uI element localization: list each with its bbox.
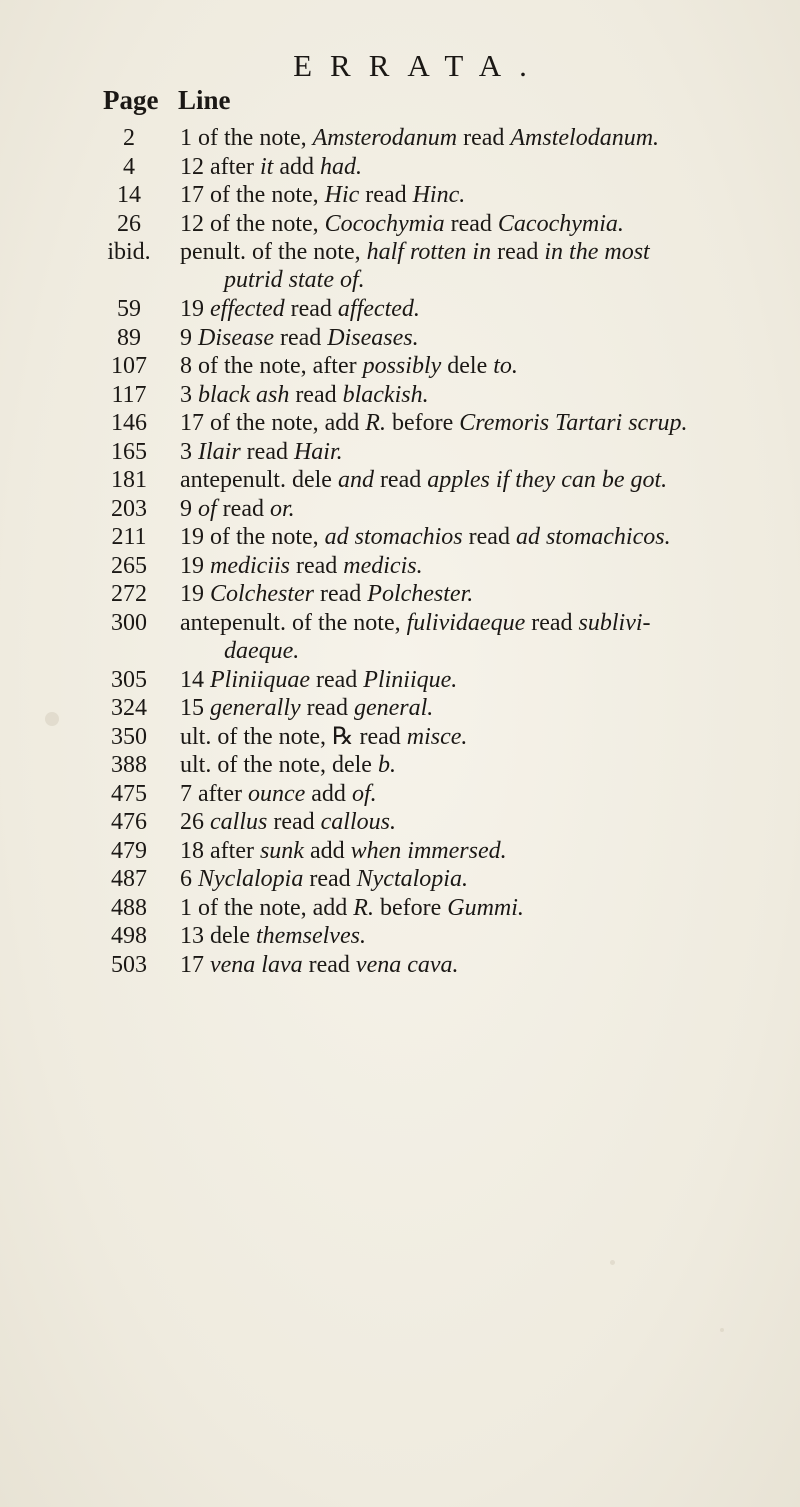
entry-text: 1 of the note, [180,125,313,151]
correction-entry [180,865,780,893]
entry-continuation [180,637,780,665]
errata-row [0,409,800,438]
page-number: 89 [117,324,141,351]
page-number: 146 [111,410,147,436]
italic-word: themselves. [255,923,366,949]
italic-word: putrid state of. [224,267,365,293]
page-number: 305 [111,666,147,693]
italic-word: affected. [337,296,420,322]
correction-entry [180,609,780,665]
entry-text: 12 after [180,153,260,180]
italic-word: Polchester. [367,581,474,607]
errata-row [0,181,800,210]
page-number: 117 [111,381,147,408]
italic-word: Amstelodanum. [510,125,660,151]
italic-word: misce. [406,723,468,750]
italic-word: of. [351,780,377,807]
errata-row [0,808,800,837]
entry-text: read [216,495,270,522]
entry-text: read [302,951,356,978]
correction-entry [180,837,780,865]
errata-row [0,751,800,780]
italic-word: Cocochymia [324,210,445,237]
entry-text: before [373,894,448,921]
entry-text: read [267,809,321,835]
entry-text: 13 dele [180,923,256,949]
entry-continuation [180,266,780,294]
correction-entry [180,381,780,409]
entry-text: antepenult. of the note, [180,609,407,636]
correction-entry [180,181,780,209]
italic-word: generally [210,695,301,721]
italic-word: had. [319,153,362,180]
correction-entry [180,922,780,950]
entry-text: add [273,153,320,180]
correction-entry [180,552,780,580]
entry-text: antepenult. dele [180,467,338,493]
entry-text: add [305,780,352,807]
italic-word: Cremoris Tartari scrup. [459,410,688,436]
correction-entry [180,153,780,181]
italic-word: ad stomachicos. [515,524,671,550]
entry-text: read [373,467,428,493]
page-number: 26 [117,210,141,237]
italic-word: general. [353,695,434,721]
entry-text: add [303,837,351,864]
errata-row [0,780,800,809]
entry-text: ult. of the note, ℞ read [180,723,407,750]
italic-word: b. [377,752,396,778]
correction-entry [180,495,780,523]
entry-text: 7 after [180,780,248,807]
italic-word: ad stomachios [324,524,463,550]
entry-text: 19 [180,296,210,322]
correction-entry [180,295,780,323]
correction-entry [180,523,780,551]
italic-word: Cacochymia. [497,210,624,237]
entry-text: read [289,381,343,408]
italic-word: medicis. [343,552,423,579]
entry-text: read [309,666,364,693]
italic-word: it [259,153,274,180]
italic-word: Nyctalopia. [356,866,468,892]
errata-row [0,552,800,581]
page-number: 107 [111,353,147,379]
italic-word: Diseases. [327,324,419,351]
italic-word: sublivi- [578,609,651,636]
errata-row [0,865,800,894]
entry-text: 18 after [180,837,260,864]
entry-text: 12 of the note, [180,210,325,237]
italic-word: when immersed. [350,837,507,864]
correction-entry [180,666,780,694]
errata-row [0,894,800,923]
italic-word: Hinc. [412,182,466,208]
entry-text: read [289,552,344,579]
correction-entry [180,723,780,751]
italic-word: fulividaeque [406,609,526,636]
entry-text: 1 of the note, add [180,894,354,921]
entry-text: read [303,866,357,892]
page-number: 475 [111,780,147,807]
errata-list [0,124,800,979]
entry-text: 8 of the note, after [180,353,363,379]
page-number: 479 [111,837,147,864]
page-number: 503 [111,951,147,978]
italic-word: Hic [324,182,360,208]
correction-entry [180,751,780,779]
italic-word: apples if they can be got. [427,467,668,493]
errata-row [0,495,800,524]
entry-text: read [444,210,498,237]
italic-word: vena cava. [355,951,459,978]
entry-text: 17 of the note, add [180,410,366,436]
entry-text: read [313,581,368,607]
page-number: 4 [123,153,135,180]
italic-word: of [198,495,217,522]
italic-word: Disease [198,324,274,351]
entry-text: read [359,182,413,208]
errata-row [0,837,800,866]
entry-text: 19 of the note, [180,524,325,550]
correction-entry [180,352,780,380]
page-number: 181 [111,467,147,493]
page-number: 476 [111,809,147,835]
italic-word: Hair. [293,438,343,465]
errata-row [0,466,800,495]
correction-entry [180,808,780,836]
errata-row [0,124,800,153]
italic-word: or. [269,495,295,522]
italic-word: Colchester [210,581,314,607]
correction-entry [180,951,780,979]
correction-entry [180,409,780,437]
italic-word: callus [210,809,268,835]
correction-entry [180,894,780,922]
page-number: 498 [111,923,147,949]
errata-row [0,523,800,552]
entry-text: read [525,609,579,636]
page-number: 272 [111,581,147,607]
errata-row [0,381,800,410]
entry-text: read [462,524,516,550]
page-number: 350 [111,723,147,750]
entry-text: 9 [180,495,198,522]
entry-text: 19 [180,581,210,607]
errata-row [0,352,800,381]
correction-entry [180,580,780,608]
entry-text: 17 [180,951,210,978]
entry-text: ult. of the note, dele [180,752,378,778]
italic-word: sunk [259,837,304,864]
italic-word: half rotten in [366,239,492,265]
entry-text: read [300,695,354,721]
paper-speck [720,1328,724,1332]
errata-row [0,723,800,752]
italic-word: to. [493,353,518,379]
errata-row [0,210,800,239]
correction-entry [180,210,780,238]
page-number: 165 [111,438,147,465]
page-number: 203 [111,495,147,522]
errata-row [0,438,800,467]
paper-speck [610,1260,615,1265]
italic-word: blackish. [342,381,429,408]
italic-word: black ash [198,381,290,408]
correction-entry [180,466,780,494]
page-number: ibid. [107,239,151,265]
italic-word: Ilair [198,438,241,465]
italic-word: Amsterodanum [312,125,458,151]
entry-text: 17 of the note, [180,182,325,208]
correction-entry [180,780,780,808]
entry-text: dele [441,353,494,379]
paper-stain [45,712,59,726]
italic-word: vena lava [210,951,303,978]
errata-row [0,295,800,324]
page-column-header: Page [103,85,159,115]
italic-word: R. [353,894,374,921]
page-number: 265 [111,552,147,579]
entry-text: 6 [180,866,198,892]
errata-row [0,922,800,951]
correction-entry [180,438,780,466]
italic-word: Nyclalopia [198,866,304,892]
errata-row [0,580,800,609]
errata-row [0,609,800,666]
italic-word: effected [210,296,285,322]
entry-text: 3 [180,381,198,408]
italic-word: daeque. [224,637,300,664]
errata-row [0,238,800,295]
errata-title: ERRATA. [293,48,545,83]
entry-text: 15 [180,695,210,721]
line-column-header: Line [178,85,231,115]
errata-row [0,324,800,353]
page-number: 487 [111,866,147,892]
entry-text: read [273,324,328,351]
entry-text: 26 [180,809,210,835]
italic-word: Pliniique. [363,666,458,693]
correction-entry [180,694,780,722]
italic-word: in the most [544,239,650,265]
italic-word: R. [365,410,386,436]
italic-word: mediciis [210,552,290,579]
page-number: 300 [111,609,147,636]
italic-word: ounce [247,780,306,807]
italic-word: and [337,467,374,493]
correction-entry [180,324,780,352]
page-number: 388 [111,752,147,778]
page-number: 2 [123,125,135,151]
entry-text: read [240,438,294,465]
errata-row [0,694,800,723]
errata-row [0,153,800,182]
page-number: 59 [117,296,141,322]
entry-text: 14 [180,666,210,693]
correction-entry [180,238,780,294]
entry-text: before [385,410,460,436]
page-number: 211 [111,524,147,550]
correction-entry [180,124,780,152]
errata-row [0,951,800,980]
page-number: 488 [111,894,147,921]
entry-text: penult. of the note, [180,239,367,265]
entry-text: read [457,125,511,151]
entry-text: read [284,296,338,322]
entry-text: 9 [180,324,198,351]
errata-row [0,666,800,695]
page-number: 324 [111,695,147,721]
italic-word: possibly [362,353,442,379]
entry-text: 19 [180,552,210,579]
entry-text: read [491,239,545,265]
italic-word: callous. [320,809,396,835]
italic-word: Pliniiquae [210,666,310,693]
entry-text: 3 [180,438,198,465]
page-number: 14 [117,182,141,208]
italic-word: Gummi. [447,894,524,921]
